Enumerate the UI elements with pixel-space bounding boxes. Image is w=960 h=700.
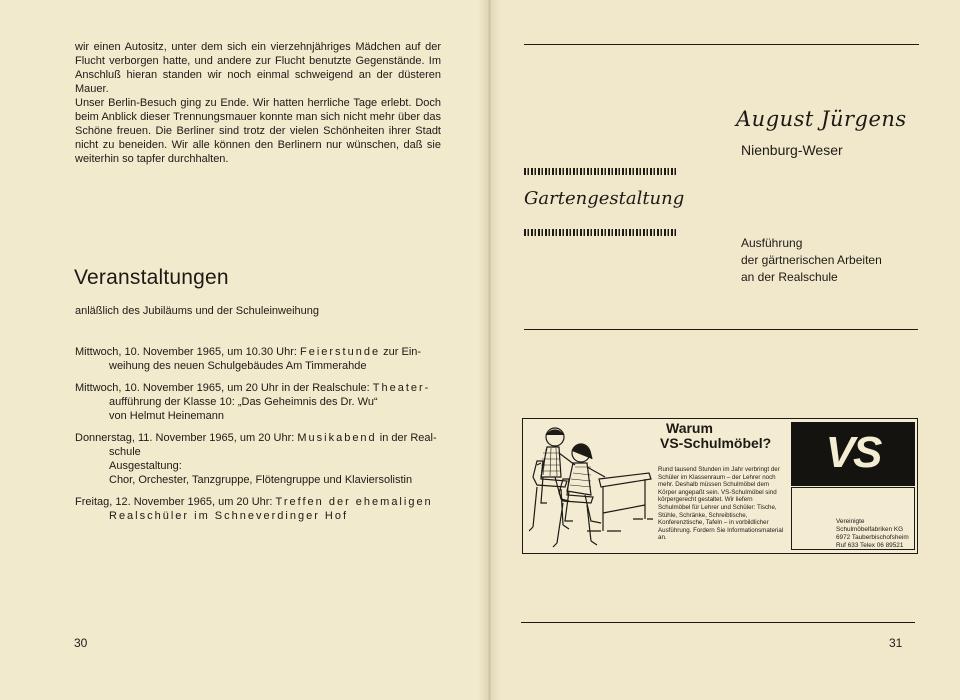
middle-rule — [524, 329, 918, 330]
top-rule — [524, 44, 919, 45]
event-title: Treffen der ehemaligen — [275, 496, 433, 508]
events-list — [75, 345, 441, 531]
event-tail: zur Ein- — [380, 346, 422, 358]
intro-paragraph: Unser Berlin-Besuch ging zu Ende. Wir hatten herrliche Tage erlebt. Doch beim Anblick dieser Trennungsmauer konnte man sich nicht mehr über das Schöne freuen. Die Berliner sind trotz der vielen Schönheiten ihrer Stadt nicht zu beneiden. Wir alle können den Berlinern nur wünschen, daß sie weiterhin so tapfer durchhalten. — [75, 97, 441, 165]
work-line: Ausführung — [741, 236, 803, 250]
maker-address — [836, 518, 909, 550]
firm-name: August Jürgens — [736, 107, 907, 131]
ornament-strip — [524, 229, 676, 236]
event-detail: aufführung der Klasse 10: „Das Geheimnis des Dr. Wu“ — [109, 396, 378, 408]
maker-box — [791, 487, 915, 550]
right-page — [488, 0, 960, 700]
intro-paragraph: wir einen Autositz, unter dem sich ein vierzehnjähriges Mädchen auf der Flucht verborgen hatte, und andere zur Flucht benutzte Gegenstände. Im Anschluß hieran standen wir noch einmal schweigend an der düsteren Mauer. — [75, 41, 441, 95]
firm-city: Nienburg-Weser — [741, 142, 843, 158]
ornament-strip — [524, 168, 676, 175]
event-title: Musikabend — [297, 432, 377, 444]
intro-text — [75, 40, 441, 166]
event-date: Freitag, 12. November 1965, um 20 Uhr: — [75, 496, 276, 508]
maker-line: Ruf 633 Telex 06 89521 — [836, 542, 904, 549]
event-title: Theater- — [372, 382, 431, 394]
ad-headline — [660, 421, 771, 451]
event-item — [75, 495, 441, 523]
page-number-right: 31 — [889, 636, 903, 650]
maker-line: Schulmöbelfabriken KG — [836, 526, 904, 533]
event-item — [75, 431, 441, 487]
event-detail: Chor, Orchester, Tanzgruppe, Flötengruppe und Klaviersolistin — [109, 474, 413, 486]
event-date: Mittwoch, 10. November 1965, um 20 Uhr in der Realschule: — [75, 382, 373, 394]
vs-logo — [791, 422, 915, 486]
event-detail: Ausgestaltung: — [109, 460, 182, 472]
work-description — [741, 235, 882, 286]
page-number-left: 30 — [74, 636, 88, 650]
work-line: an der Realschule — [741, 270, 838, 284]
event-item — [75, 345, 441, 373]
event-date: Donnerstag, 11. November 1965, um 20 Uhr: — [75, 432, 298, 444]
maker-line: 6972 Tauberbischofsheim — [836, 534, 909, 541]
maker-line: Vereinigte — [836, 518, 865, 525]
vs-advertisement — [522, 418, 918, 554]
event-detail: Realschüler im Schneverdinger Hof — [109, 510, 349, 522]
garden-label: Gartengestaltung — [524, 188, 685, 209]
ad-headline-line: Warum — [666, 420, 713, 436]
event-date: Mittwoch, 10. November 1965, um 10.30 Uhr: — [75, 346, 300, 358]
ad-body-text: Rund tausend Stunden im Jahr verbringt der Schüler im Klassenraum – der Lehrer noch mehr. Deshalb müssen Schulmöbel dem Körper angepaßt sein. VS-Schulmöbel sind körpergerecht gestaltet. Wir liefern Schulmöbel für Lehrer und Schüler: Tische, Stühle, Schränke, Schreibtische, Konferenztische, Tafeln – in vorbildlicher Ausführung. Fordern Sie Informationsmaterial an. — [658, 466, 784, 542]
event-title: Feierstunde — [300, 346, 381, 358]
event-detail: von Helmut Heinemann — [109, 410, 224, 422]
events-subheading: anläßlich des Jubiläums und der Schuleinweihung — [75, 305, 319, 317]
book-gutter — [478, 0, 500, 700]
event-item — [75, 381, 441, 423]
event-detail: weihung des neuen Schulgebäudes Am Timmerahde — [109, 360, 367, 372]
event-detail: schule — [109, 446, 141, 458]
event-tail: in der Real- — [376, 432, 437, 444]
ad-headline-line: VS-Schulmöbel? — [660, 435, 772, 451]
vs-logo-text: VS — [825, 428, 881, 477]
bottom-rule — [521, 622, 915, 623]
work-line: der gärtnerischen Arbeiten — [741, 253, 882, 267]
events-heading: Veranstaltungen — [74, 266, 229, 289]
schoolchildren-illustration — [529, 423, 653, 551]
